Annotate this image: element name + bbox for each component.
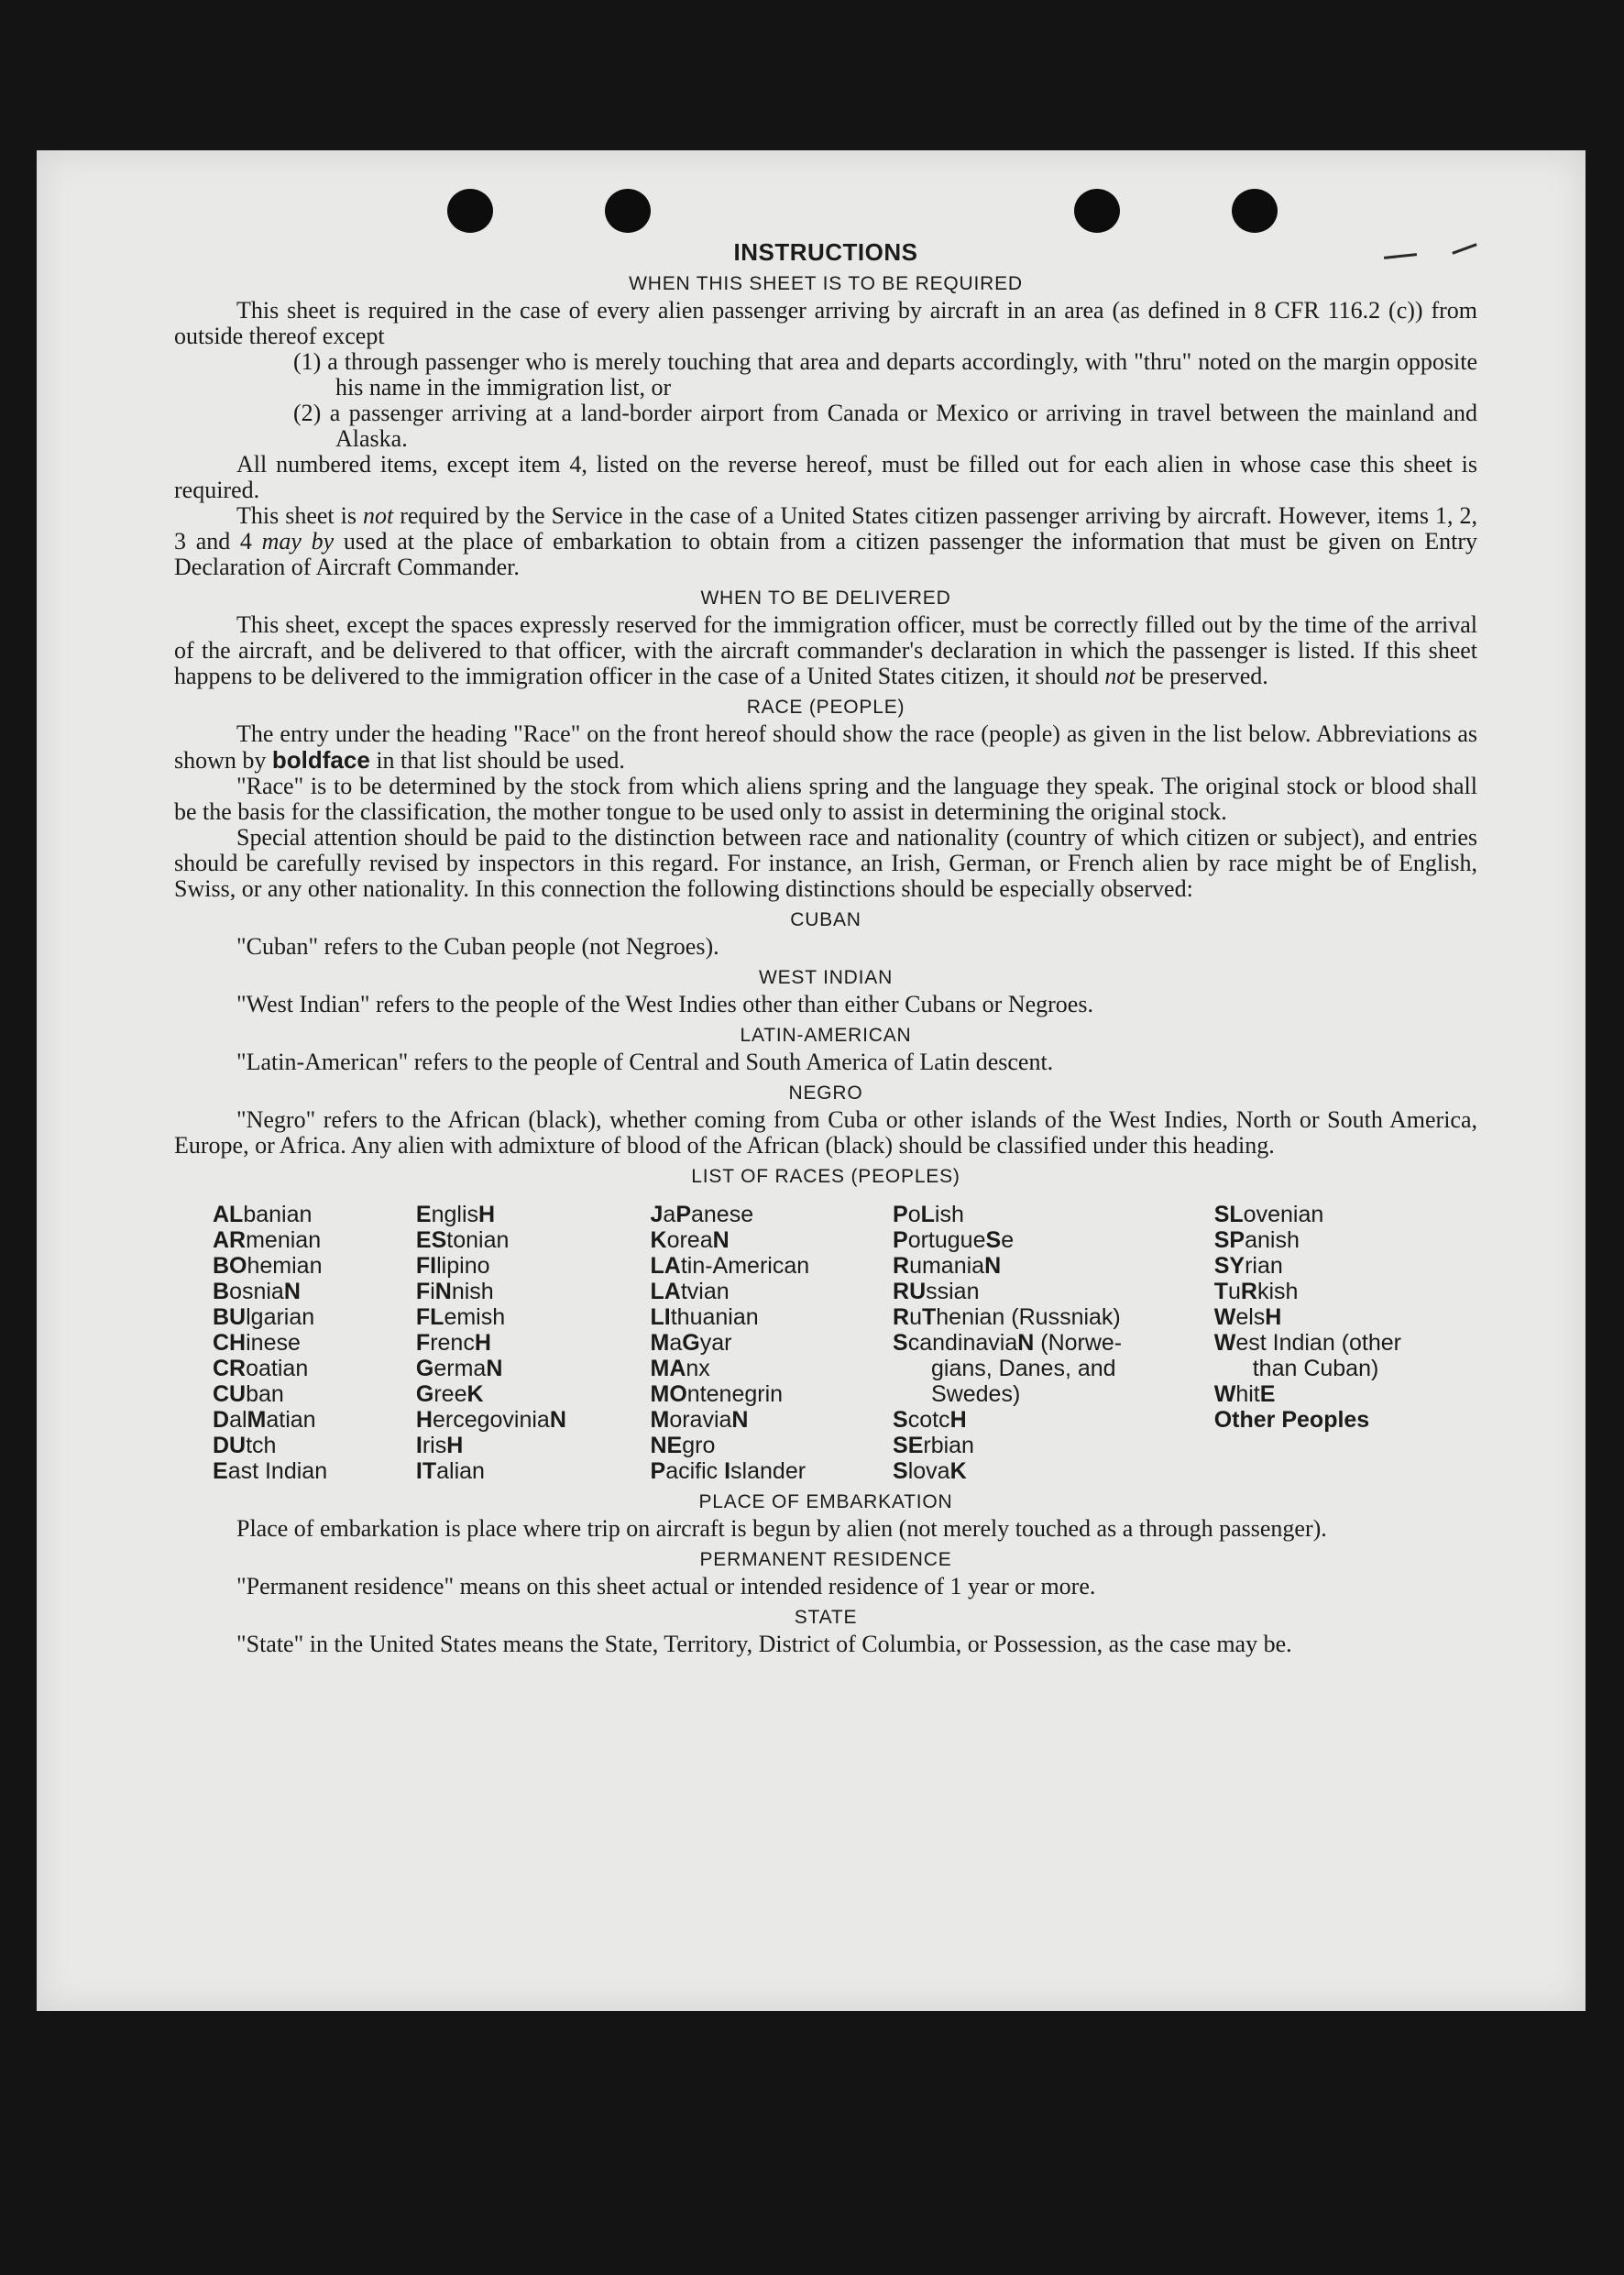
document-page [37,150,1586,2011]
race-abbrev: H [415,1407,433,1433]
race-abbrev: CR [213,1356,247,1381]
race-abbrev: K [650,1227,667,1253]
race-abbrev: H [446,1433,464,1458]
race-abbrev: CU [213,1381,247,1407]
race-abbrev: I [415,1433,422,1458]
races-column [893,1202,1214,1484]
race-entry [893,1330,1214,1356]
race-entry [651,1381,894,1407]
race-text: renc [430,1330,475,1356]
race-text: than Cuban) [1252,1356,1379,1381]
race-abbrev: BU [213,1304,247,1330]
race-abbrev: K [466,1381,484,1407]
race-entry [893,1458,1214,1484]
race-text: hit [1235,1381,1260,1407]
race-text: anish [1245,1227,1300,1253]
race-text: al [229,1407,247,1433]
heading-place-of-embarkation: PLACE OF EMBARKATION [698,1491,953,1512]
heading-cuban: CUBAN [790,909,861,930]
race-abbrev: Other Peoples [1213,1407,1370,1433]
paragraph: All numbered items, except item 4, listed on the reverse hereof, must be filled out for each alien in whose case this sheet is required. [174,451,1477,503]
race-abbrev: N [712,1227,730,1253]
race-abbrev: H [474,1330,491,1356]
punch-hole [605,189,651,233]
punch-hole [1232,189,1278,233]
race-abbrev: F [415,1330,431,1356]
race-abbrev: G [415,1381,434,1407]
paragraph: "West Indian" refers to the people of the West Indies other than either Cubans or Negroes. [236,991,1093,1017]
paragraph: "Cuban" refers to the Cuban people (not Negroes). [236,933,719,960]
race-text: henian (Russniak) [936,1304,1121,1330]
race-abbrev: W [1213,1381,1236,1407]
race-entry [416,1407,651,1433]
races-column [416,1202,651,1484]
race-abbrev: IT [415,1458,437,1484]
race-abbrev: G [682,1330,700,1356]
race-entry [213,1279,416,1304]
race-entry [213,1227,416,1253]
heading-permanent-residence: PERMANENT RESIDENCE [699,1549,952,1570]
race-abbrev: K [949,1458,967,1484]
text: in that list should be used. [369,747,625,774]
text: be preserved. [1135,663,1268,689]
race-entry [213,1330,416,1356]
paragraph: "State" in the United States means the State, Territory, District of Columbia, or Possession, as the case may be. [236,1631,1292,1657]
race-entry [213,1304,416,1330]
race-abbrev: N [984,1253,1002,1279]
race-abbrev: R [893,1253,910,1279]
race-text: banian [243,1202,313,1227]
race-entry [651,1253,894,1279]
race-abbrev: H [478,1202,496,1227]
race-text: ercegovinia [432,1407,550,1433]
list-item: (2) a passenger arriving at a land-border airport from Canada or Mexico or arriving in travel between the mainland and Alaska. [293,400,1477,452]
race-entry [893,1381,1214,1407]
race-text: ssian [926,1279,980,1304]
race-entry [651,1304,894,1330]
race-text: nish [451,1279,494,1304]
race-abbrev: N [434,1279,452,1304]
race-abbrev: M [247,1407,267,1433]
race-abbrev: SY [1213,1253,1245,1279]
race-abbrev: T [1213,1279,1228,1304]
paragraph: "Race" is to be determined by the stock from which aliens spring and the language they speak. The original stock or blood shall be the basis for the classification, the mother tongue to be used only to assist in determining the original stock. [174,773,1477,825]
race-text: umania [909,1253,985,1279]
race-entry [213,1381,416,1407]
race-entry [213,1458,416,1484]
race-entry [1214,1356,1477,1381]
race-entry [651,1458,894,1484]
race-entry [651,1202,894,1227]
race-entry [651,1407,894,1433]
text: required by the Service in the case of a United States citizen passenger arriving by aircraft. However, items 1, 2, 3 and 4 [174,502,1477,555]
race-abbrev: S [893,1458,908,1484]
race-entry [651,1433,894,1458]
paragraph: Special attention should be paid to the distinction between race and nationality (country of which citizen or subject), and entries should be carefully revised by inspectors in this regard. For instance, an Irish, German, or French alien by race might be of English, Swiss, or any other nationality. In this connection the following distinctions should be especially observed: [174,824,1477,902]
race-abbrev: G [415,1356,434,1381]
races-column [1214,1202,1477,1484]
race-text: ast Indian [227,1458,328,1484]
race-text: inese [246,1330,301,1356]
race-entry [416,1253,651,1279]
race-text: kish [1256,1279,1299,1304]
emphasis: boldface [271,746,370,774]
race-text: atian [266,1407,316,1433]
race-text: lgarian [246,1304,315,1330]
race-entry [1214,1279,1477,1304]
heading-west-indian: WEST INDIAN [758,967,894,988]
race-abbrev: H [1265,1304,1282,1330]
paragraph [174,503,1477,580]
race-text: rbian [923,1433,974,1458]
race-abbrev: D [213,1407,230,1433]
paragraph [174,612,1477,689]
race-text: rian [1245,1253,1283,1279]
race-abbrev: W [1213,1304,1236,1330]
heading-list-of-races: LIST OF RACES (PEOPLES) [691,1166,960,1187]
race-abbrev: I [724,1458,731,1484]
race-entry [213,1407,416,1433]
race-abbrev: R [893,1304,910,1330]
race-text: nx [686,1356,710,1381]
race-text: ree [433,1381,467,1407]
race-text: emish [444,1304,506,1330]
race-text: tonian [446,1227,510,1253]
race-abbrev: N [731,1407,749,1433]
race-text: ris [422,1433,447,1458]
race-abbrev: LA [650,1253,681,1279]
race-abbrev: LI [650,1304,671,1330]
race-abbrev: L [920,1202,935,1227]
race-text: orea [666,1227,713,1253]
emphasis: not [362,502,394,529]
race-abbrev: RU [893,1279,927,1304]
race-abbrev: F [415,1279,431,1304]
race-abbrev: N [1017,1330,1035,1356]
race-abbrev: SP [1213,1227,1245,1253]
instructions-body [174,238,1477,1657]
race-text: u [1228,1279,1241,1304]
race-abbrev: BO [213,1253,247,1279]
race-abbrev: M [650,1330,670,1356]
race-text: oatian [246,1356,309,1381]
race-entry [651,1227,894,1253]
race-abbrev: S [985,1227,1002,1253]
race-text: oravia [669,1407,732,1433]
race-entry [893,1279,1214,1304]
race-text: o [907,1202,921,1227]
race-entry [893,1253,1214,1279]
paragraph: "Negro" refers to the African (black), whether coming from Cuba or other islands of the West Indies, North or South America, Europe, or Africa. Any alien with admixture of blood of the African (black) should be classified under this heading. [174,1106,1477,1159]
race-abbrev: W [1213,1330,1236,1356]
race-text: tvian [680,1279,730,1304]
text: The entry under the heading "Race" on the front hereof should show the race (people) as given in the list below. Abbreviations as shown by [174,720,1477,774]
race-text: menian [246,1227,322,1253]
race-text: ish [934,1202,964,1227]
race-entry [416,1227,651,1253]
race-text: candinavia [907,1330,1018,1356]
race-entry [1214,1304,1477,1330]
race-abbrev: AR [213,1227,247,1253]
race-text: anese [691,1202,754,1227]
paragraph: This sheet is required in the case of every alien passenger arriving by aircraft in an area (as defined in 8 CFR 116.2 (c)) from outside thereof except [174,297,1477,349]
paragraph: "Latin-American" refers to the people of Central and South America of Latin descent. [236,1049,1054,1075]
race-abbrev: E [1259,1381,1276,1407]
race-abbrev: DU [213,1433,247,1458]
race-entry [893,1227,1214,1253]
race-text: i [430,1279,435,1304]
race-abbrev: P [893,1227,908,1253]
text: This sheet is [236,502,363,529]
list-item: (1) a through passenger who is merely touching that area and departs accordingly, with "thru" noted on the margin opposite his name in the immigration list, or [293,348,1477,401]
race-text: els [1235,1304,1266,1330]
race-abbrev: AL [213,1202,244,1227]
race-abbrev: P [675,1202,691,1227]
punch-hole [1074,189,1120,233]
race-abbrev: S [893,1330,908,1356]
race-text: a [669,1330,683,1356]
race-entry [213,1356,416,1381]
race-entry [651,1356,894,1381]
page-title: INSTRUCTIONS [733,238,918,266]
race-text: Swedes) [931,1381,1021,1407]
race-text: u [909,1304,922,1330]
heading-when-delivered: WHEN TO BE DELIVERED [700,588,951,609]
paragraph: "Permanent residence" means on this sheet actual or intended residence of 1 year or more. [236,1573,1096,1599]
race-text: gro [682,1433,716,1458]
text: This sheet, except the spaces expressly reserved for the immigration officer, must be correctly filled out by the time of the arrival of the aircraft, and be delivered to that officer, with the aircraft commander's declaration in which the passenger is listed. If this sheet happens to be delivered to the immigration officer in the case of a United States citizen, it should [174,611,1477,689]
race-abbrev: NE [650,1433,683,1458]
race-abbrev: H [949,1407,967,1433]
race-entry [651,1330,894,1356]
race-entry [1214,1253,1477,1279]
race-text: hemian [247,1253,323,1279]
race-entry [416,1304,651,1330]
race-text: ortugue [907,1227,986,1253]
race-abbrev: CH [213,1330,247,1356]
heading-when-required: WHEN THIS SHEET IS TO BE REQUIRED [629,273,1023,294]
race-entry [1214,1407,1477,1433]
race-text: osnia [229,1279,284,1304]
race-entry [416,1433,651,1458]
race-text: tin-American [680,1253,810,1279]
race-abbrev: FL [415,1304,444,1330]
race-abbrev: N [486,1356,503,1381]
race-abbrev: LA [650,1279,681,1304]
race-abbrev: M [650,1407,670,1433]
race-text: a [663,1202,676,1227]
race-abbrev: B [213,1279,230,1304]
heading-state: STATE [794,1607,858,1628]
race-entry [893,1433,1214,1458]
race-text: ban [246,1381,284,1407]
race-entry [1214,1381,1477,1407]
race-entry [213,1202,416,1227]
race-entry [893,1202,1214,1227]
race-abbrev: SE [893,1433,924,1458]
race-abbrev: T [921,1304,937,1330]
race-entry [893,1356,1214,1381]
race-abbrev: S [893,1407,908,1433]
race-text: alian [436,1458,485,1484]
race-text: thuanian [670,1304,759,1330]
race-entry [416,1279,651,1304]
race-abbrev: J [650,1202,664,1227]
race-entry [213,1433,416,1458]
heading-negro: NEGRO [788,1083,863,1104]
race-abbrev: E [415,1202,432,1227]
race-text: (Norwe- [1034,1330,1123,1356]
race-abbrev: P [650,1458,666,1484]
race-entry [213,1253,416,1279]
races-column [651,1202,894,1484]
race-entry [416,1356,651,1381]
race-abbrev: N [283,1279,301,1304]
race-abbrev: MO [650,1381,687,1407]
race-abbrev: P [893,1202,908,1227]
race-entry [1214,1330,1477,1356]
race-text: erma [433,1356,487,1381]
paragraph [174,721,1477,774]
emphasis: not [1104,663,1136,689]
race-text: ovenian [1243,1202,1324,1227]
race-abbrev: ES [415,1227,447,1253]
race-text: lipino [436,1253,490,1279]
race-abbrev: SL [1213,1202,1244,1227]
race-entry [1214,1227,1477,1253]
race-text: slander [730,1458,807,1484]
race-abbrev: FI [415,1253,437,1279]
text: used at the place of embarkation to obtain from a citizen passenger the information that must be given on Entry Declaration of Aircraft Commander. [174,528,1478,580]
race-entry [1214,1202,1477,1227]
race-text: acific [665,1458,725,1484]
race-text: yar [699,1330,732,1356]
race-entry [893,1304,1214,1330]
race-text: est Indian (other [1235,1330,1401,1356]
races-column [213,1202,416,1484]
race-entry [416,1381,651,1407]
punch-hole [447,189,493,233]
race-abbrev: MA [650,1356,686,1381]
race-text: e [1001,1227,1015,1253]
race-text: cotc [907,1407,950,1433]
heading-race: RACE (PEOPLE) [746,697,905,718]
race-abbrev: R [1240,1279,1257,1304]
race-entry [416,1330,651,1356]
races-list [213,1202,1477,1484]
race-text: gians, Danes, and [931,1356,1116,1381]
race-abbrev: E [213,1458,228,1484]
emphasis: may by [261,528,335,555]
race-entry [416,1458,651,1484]
race-entry [893,1407,1214,1433]
race-abbrev: N [549,1407,566,1433]
race-entry [416,1202,651,1227]
heading-latin-american: LATIN-AMERICAN [740,1025,912,1046]
race-text: tch [246,1433,277,1458]
race-text: lova [907,1458,950,1484]
race-text: nglis [431,1202,479,1227]
race-entry [651,1279,894,1304]
paragraph: Place of embarkation is place where trip on aircraft is begun by alien (not merely touched as a through passenger). [236,1515,1327,1542]
race-text: ntenegrin [686,1381,784,1407]
